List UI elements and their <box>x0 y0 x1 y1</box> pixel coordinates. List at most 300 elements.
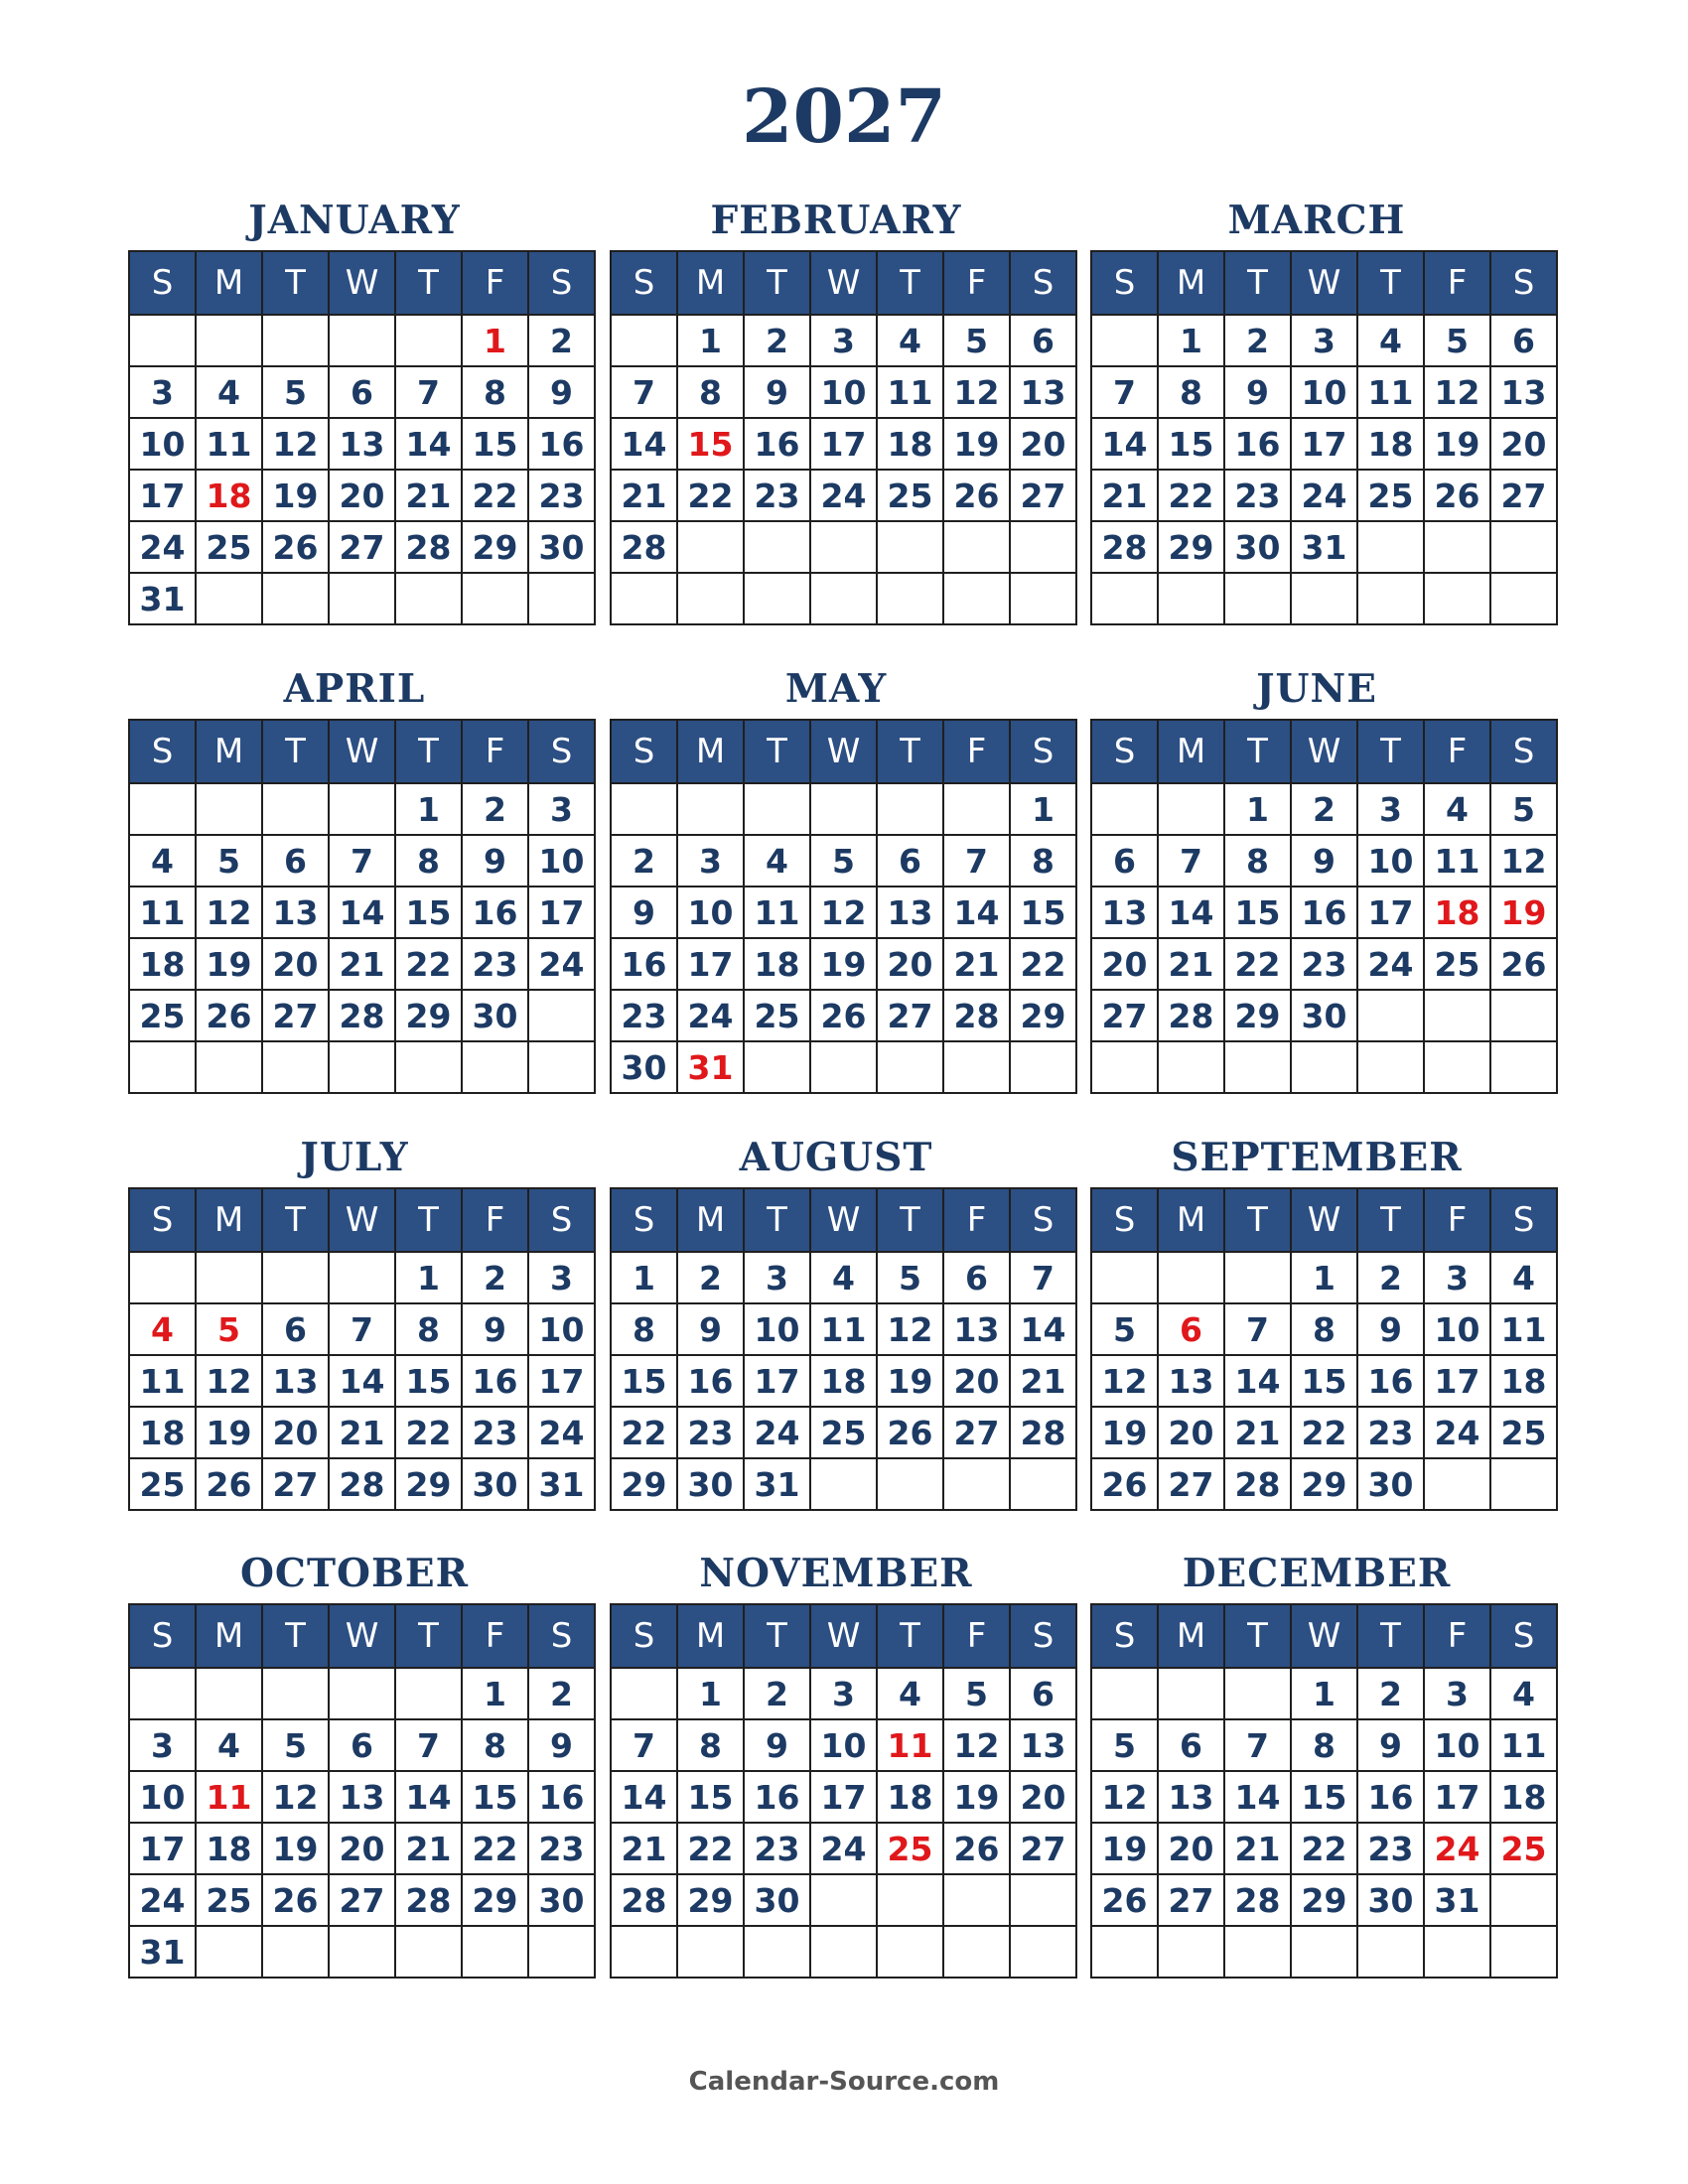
day-cell: 1 <box>611 1252 677 1303</box>
holiday-day-cell: 15 <box>677 418 744 470</box>
day-cell: 26 <box>1091 1458 1158 1510</box>
day-cell: 19 <box>262 1823 329 1874</box>
day-cell: 15 <box>1010 887 1076 938</box>
day-cell: 15 <box>462 418 528 470</box>
week-row <box>611 1719 1076 1771</box>
week-row <box>1091 366 1557 418</box>
week-row <box>1091 1874 1557 1926</box>
day-cell: 19 <box>1091 1407 1158 1458</box>
day-cell: 27 <box>943 1407 1010 1458</box>
week-row <box>129 1874 595 1926</box>
day-cell: 14 <box>1010 1303 1076 1355</box>
day-cell: 31 <box>1424 1874 1490 1926</box>
month-grid <box>128 1603 596 1979</box>
day-cell: 19 <box>196 1407 262 1458</box>
empty-day-cell <box>611 783 677 835</box>
day-cell: 5 <box>1490 783 1557 835</box>
empty-day-cell <box>744 573 810 624</box>
footer-site-name[interactable]: Calendar-Source.com <box>688 2067 1000 2097</box>
week-row <box>1091 887 1557 938</box>
day-cell: 6 <box>262 835 329 887</box>
month-name: OCTOBER <box>239 1551 470 1596</box>
empty-day-cell <box>943 1041 1010 1093</box>
day-cell: 25 <box>810 1407 877 1458</box>
day-cell: 10 <box>528 1303 595 1355</box>
weekday-header: M <box>1158 251 1224 315</box>
day-cell: 20 <box>1158 1823 1224 1874</box>
day-cell: 14 <box>611 418 677 470</box>
week-row <box>611 1771 1076 1823</box>
year-title: 2027 <box>742 74 946 160</box>
day-cell: 23 <box>1224 470 1291 521</box>
week-row <box>1091 1355 1557 1407</box>
day-cell: 2 <box>528 315 595 366</box>
weekday-header-row <box>129 720 595 783</box>
day-cell: 31 <box>129 1926 196 1978</box>
empty-day-cell <box>943 1458 1010 1510</box>
day-cell: 4 <box>877 315 943 366</box>
day-cell: 7 <box>611 366 677 418</box>
empty-day-cell <box>329 783 395 835</box>
day-cell: 27 <box>1091 990 1158 1041</box>
week-row <box>1091 1719 1557 1771</box>
day-cell: 25 <box>744 990 810 1041</box>
day-cell: 19 <box>877 1355 943 1407</box>
empty-day-cell <box>129 1041 196 1093</box>
week-row <box>1091 573 1557 624</box>
weekday-header: F <box>943 720 1010 783</box>
week-row <box>611 1668 1076 1719</box>
day-cell: 23 <box>677 1407 744 1458</box>
day-cell: 11 <box>1490 1303 1557 1355</box>
empty-day-cell <box>1224 1041 1291 1093</box>
day-cell: 11 <box>810 1303 877 1355</box>
week-row <box>611 1874 1076 1926</box>
day-cell: 4 <box>129 835 196 887</box>
empty-day-cell <box>395 573 462 624</box>
empty-day-cell <box>1357 573 1424 624</box>
weekday-header: T <box>877 251 943 315</box>
day-cell: 30 <box>611 1041 677 1093</box>
day-cell: 9 <box>744 1719 810 1771</box>
day-cell: 5 <box>943 1668 1010 1719</box>
weekday-header: F <box>943 251 1010 315</box>
day-cell: 16 <box>1357 1355 1424 1407</box>
empty-day-cell <box>329 1252 395 1303</box>
day-cell: 24 <box>677 990 744 1041</box>
day-cell: 7 <box>329 835 395 887</box>
week-row <box>1091 1771 1557 1823</box>
month-name: MARCH <box>1227 198 1406 243</box>
day-cell: 8 <box>462 366 528 418</box>
weekday-header: S <box>1490 720 1557 783</box>
day-cell: 10 <box>1357 835 1424 887</box>
empty-day-cell <box>1010 521 1076 573</box>
day-cell: 17 <box>1424 1355 1490 1407</box>
day-cell: 20 <box>1010 1771 1076 1823</box>
week-row <box>1091 521 1557 573</box>
empty-day-cell <box>1490 1041 1557 1093</box>
empty-day-cell <box>877 1926 943 1978</box>
day-cell: 11 <box>1424 835 1490 887</box>
week-row <box>1091 1041 1557 1093</box>
week-row <box>1091 1926 1557 1978</box>
weekday-header-row <box>611 720 1076 783</box>
day-cell: 14 <box>1224 1355 1291 1407</box>
week-row <box>1091 835 1557 887</box>
day-cell: 29 <box>395 990 462 1041</box>
day-cell: 27 <box>1158 1874 1224 1926</box>
day-cell: 24 <box>1357 938 1424 990</box>
day-cell: 1 <box>1010 783 1076 835</box>
month-grid <box>128 719 596 1094</box>
weekday-header: W <box>329 1188 395 1252</box>
day-cell: 1 <box>1291 1252 1357 1303</box>
weekday-header: T <box>1224 1188 1291 1252</box>
empty-day-cell <box>1091 315 1158 366</box>
week-row <box>611 573 1076 624</box>
day-cell: 29 <box>1158 521 1224 573</box>
day-cell: 11 <box>129 1355 196 1407</box>
day-cell: 22 <box>677 470 744 521</box>
weekday-header: S <box>129 1604 196 1668</box>
day-cell: 11 <box>877 366 943 418</box>
day-cell: 23 <box>462 938 528 990</box>
weekday-header: T <box>744 720 810 783</box>
day-cell: 12 <box>262 1771 329 1823</box>
day-cell: 16 <box>1291 887 1357 938</box>
day-cell: 24 <box>810 470 877 521</box>
empty-day-cell <box>1158 1668 1224 1719</box>
day-cell: 9 <box>744 366 810 418</box>
empty-day-cell <box>462 1926 528 1978</box>
day-cell: 11 <box>1357 366 1424 418</box>
day-cell: 25 <box>1424 938 1490 990</box>
day-cell: 4 <box>196 1719 262 1771</box>
empty-day-cell <box>262 1041 329 1093</box>
week-row <box>129 315 595 366</box>
day-cell: 7 <box>1224 1719 1291 1771</box>
day-cell: 28 <box>1224 1874 1291 1926</box>
weekday-header: M <box>196 1188 262 1252</box>
empty-day-cell <box>1158 1252 1224 1303</box>
month-march <box>1090 198 1547 625</box>
day-cell: 18 <box>1490 1355 1557 1407</box>
month-june <box>1090 666 1547 1094</box>
day-cell: 15 <box>395 887 462 938</box>
empty-day-cell <box>1091 573 1158 624</box>
day-cell: 16 <box>611 938 677 990</box>
empty-day-cell <box>196 1041 262 1093</box>
week-row <box>129 573 595 624</box>
day-cell: 16 <box>744 1771 810 1823</box>
day-cell: 26 <box>196 1458 262 1510</box>
day-cell: 20 <box>262 1407 329 1458</box>
day-cell: 28 <box>1224 1458 1291 1510</box>
empty-day-cell <box>877 1458 943 1510</box>
day-cell: 1 <box>395 783 462 835</box>
day-cell: 14 <box>1091 418 1158 470</box>
day-cell: 17 <box>677 938 744 990</box>
weekday-header: S <box>611 251 677 315</box>
month-grid <box>1090 719 1558 1094</box>
holiday-day-cell: 11 <box>196 1771 262 1823</box>
day-cell: 5 <box>262 1719 329 1771</box>
day-cell: 8 <box>395 1303 462 1355</box>
week-row <box>1091 1407 1557 1458</box>
day-cell: 21 <box>329 1407 395 1458</box>
empty-day-cell <box>1158 573 1224 624</box>
day-cell: 1 <box>677 1668 744 1719</box>
day-cell: 9 <box>677 1303 744 1355</box>
empty-day-cell <box>810 521 877 573</box>
day-cell: 3 <box>1357 783 1424 835</box>
day-cell: 21 <box>1010 1355 1076 1407</box>
weekday-header: W <box>810 1188 877 1252</box>
day-cell: 15 <box>1224 887 1291 938</box>
week-row <box>1091 418 1557 470</box>
day-cell: 18 <box>129 938 196 990</box>
weekday-header: T <box>1224 1604 1291 1668</box>
day-cell: 6 <box>1158 1719 1224 1771</box>
month-april <box>128 666 585 1094</box>
weekday-header-row <box>129 1604 595 1668</box>
empty-day-cell <box>1091 783 1158 835</box>
empty-day-cell <box>528 990 595 1041</box>
day-cell: 2 <box>744 1668 810 1719</box>
week-row <box>129 1041 595 1093</box>
empty-day-cell <box>877 1041 943 1093</box>
empty-day-cell <box>462 1041 528 1093</box>
day-cell: 23 <box>1357 1823 1424 1874</box>
day-cell: 12 <box>1490 835 1557 887</box>
empty-day-cell <box>395 315 462 366</box>
weekday-header: S <box>611 1604 677 1668</box>
empty-day-cell <box>810 783 877 835</box>
day-cell: 1 <box>395 1252 462 1303</box>
day-cell: 24 <box>744 1407 810 1458</box>
day-cell: 25 <box>129 1458 196 1510</box>
empty-day-cell <box>1490 521 1557 573</box>
day-cell: 7 <box>395 366 462 418</box>
empty-day-cell <box>1158 1041 1224 1093</box>
empty-day-cell <box>1158 1926 1224 1978</box>
empty-day-cell <box>1490 1458 1557 1510</box>
weekday-header: M <box>1158 1188 1224 1252</box>
month-name: DECEMBER <box>1182 1551 1452 1596</box>
day-cell: 18 <box>129 1407 196 1458</box>
day-cell: 3 <box>810 1668 877 1719</box>
day-cell: 19 <box>196 938 262 990</box>
week-row <box>611 1303 1076 1355</box>
weekday-header: F <box>462 1604 528 1668</box>
day-cell: 27 <box>262 990 329 1041</box>
day-cell: 22 <box>462 1823 528 1874</box>
day-cell: 20 <box>329 1823 395 1874</box>
day-cell: 2 <box>611 835 677 887</box>
day-cell: 15 <box>395 1355 462 1407</box>
day-cell: 2 <box>744 315 810 366</box>
month-grid <box>610 1187 1077 1511</box>
day-cell: 5 <box>1091 1719 1158 1771</box>
empty-day-cell <box>1224 1252 1291 1303</box>
holiday-day-cell: 6 <box>1158 1303 1224 1355</box>
day-cell: 17 <box>810 1771 877 1823</box>
month-name: MAY <box>784 666 888 712</box>
empty-day-cell <box>1424 990 1490 1041</box>
weekday-header-row <box>1091 1604 1557 1668</box>
weekday-header: W <box>1291 1188 1357 1252</box>
day-cell: 26 <box>810 990 877 1041</box>
weekday-header: T <box>262 251 329 315</box>
holiday-day-cell: 11 <box>877 1719 943 1771</box>
day-cell: 20 <box>943 1355 1010 1407</box>
day-cell: 29 <box>677 1874 744 1926</box>
day-cell: 31 <box>1291 521 1357 573</box>
day-cell: 16 <box>528 1771 595 1823</box>
day-cell: 3 <box>528 783 595 835</box>
day-cell: 24 <box>1291 470 1357 521</box>
empty-day-cell <box>1224 573 1291 624</box>
day-cell: 31 <box>744 1458 810 1510</box>
day-cell: 23 <box>744 1823 810 1874</box>
day-cell: 5 <box>1091 1303 1158 1355</box>
month-november <box>610 1551 1066 1979</box>
day-cell: 5 <box>196 835 262 887</box>
day-cell: 10 <box>129 1771 196 1823</box>
empty-day-cell <box>1091 1252 1158 1303</box>
day-cell: 14 <box>1158 887 1224 938</box>
day-cell: 9 <box>611 887 677 938</box>
week-row <box>129 521 595 573</box>
weekday-header: T <box>744 251 810 315</box>
weekday-header-row <box>1091 251 1557 315</box>
empty-day-cell <box>1010 573 1076 624</box>
month-name: FEBRUARY <box>710 198 962 243</box>
weekday-header-row <box>1091 1188 1557 1252</box>
day-cell: 14 <box>329 1355 395 1407</box>
week-row <box>611 1355 1076 1407</box>
day-cell: 13 <box>1091 887 1158 938</box>
empty-day-cell <box>1158 783 1224 835</box>
day-cell: 10 <box>744 1303 810 1355</box>
day-cell: 14 <box>1224 1771 1291 1823</box>
holiday-day-cell: 5 <box>196 1303 262 1355</box>
day-cell: 17 <box>1424 1771 1490 1823</box>
weekday-header: T <box>744 1188 810 1252</box>
day-cell: 14 <box>943 887 1010 938</box>
week-row <box>611 366 1076 418</box>
day-cell: 22 <box>1291 1823 1357 1874</box>
day-cell: 3 <box>810 315 877 366</box>
day-cell: 13 <box>1158 1771 1224 1823</box>
day-cell: 24 <box>129 521 196 573</box>
day-cell: 12 <box>810 887 877 938</box>
day-cell: 24 <box>528 1407 595 1458</box>
day-cell: 14 <box>329 887 395 938</box>
empty-day-cell <box>877 573 943 624</box>
day-cell: 30 <box>744 1874 810 1926</box>
week-row <box>129 418 595 470</box>
empty-day-cell <box>943 783 1010 835</box>
empty-day-cell <box>744 521 810 573</box>
day-cell: 27 <box>877 990 943 1041</box>
weekday-header: T <box>877 1604 943 1668</box>
day-cell: 7 <box>611 1719 677 1771</box>
day-cell: 13 <box>329 418 395 470</box>
day-cell: 2 <box>1224 315 1291 366</box>
weekday-header: S <box>1010 251 1076 315</box>
empty-day-cell <box>462 573 528 624</box>
day-cell: 9 <box>462 835 528 887</box>
day-cell: 10 <box>129 418 196 470</box>
month-grid <box>610 1603 1077 1979</box>
day-cell: 1 <box>1158 315 1224 366</box>
empty-day-cell <box>1010 1926 1076 1978</box>
day-cell: 27 <box>329 521 395 573</box>
day-cell: 3 <box>129 366 196 418</box>
weekday-header: W <box>1291 1604 1357 1668</box>
day-cell: 16 <box>1224 418 1291 470</box>
weekday-header-row <box>129 1188 595 1252</box>
day-cell: 7 <box>1224 1303 1291 1355</box>
empty-day-cell <box>1490 990 1557 1041</box>
empty-day-cell <box>810 1458 877 1510</box>
week-row <box>611 315 1076 366</box>
day-cell: 22 <box>677 1823 744 1874</box>
weekday-header: S <box>1490 1604 1557 1668</box>
day-cell: 20 <box>877 938 943 990</box>
day-cell: 31 <box>129 573 196 624</box>
week-row <box>1091 783 1557 835</box>
empty-day-cell <box>810 1041 877 1093</box>
weekday-header: T <box>262 720 329 783</box>
day-cell: 4 <box>1490 1668 1557 1719</box>
week-row <box>129 366 595 418</box>
day-cell: 14 <box>395 1771 462 1823</box>
week-row <box>129 835 595 887</box>
empty-day-cell <box>677 573 744 624</box>
month-may <box>610 666 1066 1094</box>
day-cell: 23 <box>1357 1407 1424 1458</box>
day-cell: 26 <box>1091 1874 1158 1926</box>
day-cell: 5 <box>810 835 877 887</box>
day-cell: 13 <box>1010 366 1076 418</box>
weekday-header: T <box>395 251 462 315</box>
day-cell: 10 <box>528 835 595 887</box>
day-cell: 12 <box>1424 366 1490 418</box>
holiday-day-cell: 4 <box>129 1303 196 1355</box>
day-cell: 28 <box>1010 1407 1076 1458</box>
weekday-header: M <box>196 720 262 783</box>
weekday-header: M <box>677 720 744 783</box>
weekday-header: F <box>1424 720 1490 783</box>
weekday-header: T <box>1357 251 1424 315</box>
weekday-header: S <box>1091 1604 1158 1668</box>
day-cell: 7 <box>1091 366 1158 418</box>
month-grid <box>128 1187 596 1511</box>
day-cell: 22 <box>1224 938 1291 990</box>
day-cell: 6 <box>1490 315 1557 366</box>
day-cell: 9 <box>1357 1303 1424 1355</box>
empty-day-cell <box>129 1252 196 1303</box>
day-cell: 21 <box>1158 938 1224 990</box>
day-cell: 29 <box>395 1458 462 1510</box>
day-cell: 4 <box>1424 783 1490 835</box>
day-cell: 4 <box>744 835 810 887</box>
weekday-header: T <box>744 1604 810 1668</box>
holiday-day-cell: 25 <box>1490 1823 1557 1874</box>
